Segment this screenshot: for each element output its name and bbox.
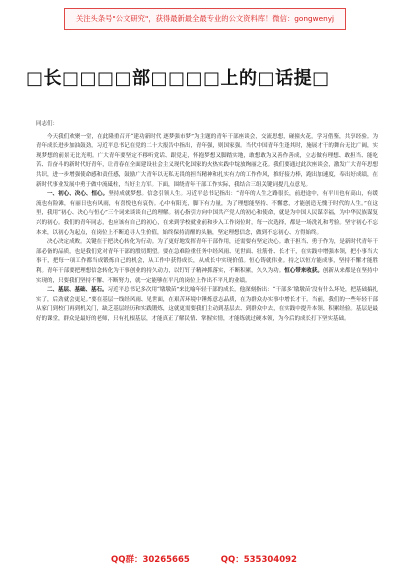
- emphasis-text: 一、初心、决心、恒心。: [47, 191, 109, 198]
- paragraph-section-2: 二、基层、基础、基石。习近平总书记多次用“墩墩苗”来比喻年轻干部的成长，他深刻指出：“干部多‘墩墩苗’没有什么坏处，把基础搞扎实了，后劲就会更足。”要在基层一线经风雨、见世面，在艰苦环境中锤炼意志品质，在为群众办实事中增长才干。当前，我们的一些年轻干部从家门到校门再到机关门，缺乏基层经历和实践锻炼，这就更需要我们主动到基层去、到群众中去，在实践中提升本领、积累经验。基层是最好的课堂，群众是最好的老师，只有扎根基层，才能真正了解民情、掌握实情，才能练就过硬本领，为今后的成长打下坚实基础。: [36, 287, 378, 322]
- paragraph-intro: 今天我们欢聚一堂，在此隆重召开“建功新时代 逐梦强市梦”为主题的青年干部座谈会，交流思想，碰撞火花，学习借鉴，共享经验。为青年成长进步加油鼓劲，习近平总书记在党的二十大报告中指出，青年强，则国家强。当代中国青年生逢其时，施展才干的舞台无比广阔，实现梦想的前景无比光明。广大青年要坚定不移听党话、跟党走，怀抱梦想又脚踏实地，敢想敢为又善作善成，立志做有理想、敢担当、能吃苦、肯奋斗的新时代好青年，让青春在全面建设社会主义现代化国家的火热实践中绽放绚丽之花。我们要通过此次座谈会，激发广大青年思想共识，进一步增强使命感和责任感，鼓励广大青年以无私无畏的担当精神和扎实有力的工作作风，推好接力棒，跑出加速度，奉出好成绩，在新时代事业发展中勇于做中流砥柱，当好主力军。下面，围绕青年干部工作实际，我结合三组关键词提几点意见。: [36, 133, 378, 188]
- emphasis-text: 恒心带来收获。: [284, 267, 323, 274]
- footer-qq: QQ：535304092: [220, 555, 297, 565]
- paragraph-section-1-cont: 决心决定成败。关键在于把决心转化为行动。为了更好地发挥青年干部作用，还需要有坚定决心。敢于担当、勇于作为，是新时代青年干部必备的品质，也是我们党对青年干部的殷切期望。要在急难险重任务中经风雨、见世面、壮筋骨、长才干，在实践中增强本领，把小事当大事干，把每一项工作都当成锻炼自己的机会，从工作中获得成长，从成长中实现价值。恒心铸就伟业。持之以恒方能成事，坚持不懈才能胜利。青年干部要把理想信念转化为干事创业的持久动力，以钉钉子精神抓落实，不断积累，久久为功。恒心带来收获。创新从来都是在坚持中实现的，只要我们坚持不懈、不断努力，就一定能够在平凡的岗位上作出不平凡的业绩。: [36, 239, 378, 284]
- footer-contact: [0, 552, 408, 568]
- emphasis-text: 二、基层、基础、基石。: [47, 287, 108, 294]
- salutation: 同志们：: [36, 121, 59, 127]
- promo-banner: [64, 8, 346, 30]
- paragraph-section-1: 一、初心、决心、恒心。坚持成就梦想。信念引领人生。习近平总书记指出：“青年的人生之路很长，前进途中，有平川也有高山，有缓流也有险滩，有丽日也有风雨，有喜悦也有哀伤。心中有阳光，脚下有力量，为了理想能坚持、不懈怠，才能创造无愧于时代的人生。”在这里，我用“初心、决心与恒心”三个词来谈谈自己的理解。初心指引方向中国共产党人的初心和使命，就是为中国人民谋幸福，为中华民族谋复兴的初心。我们的青年同志，也应该有自己的初心，在来到学校就业前和步入工作岗位时，每一次选择，都是一场洗礼和考验。坚守初心不忘本来，以初心为起点，在岗位上不断追寻人生价值，始终保持清醒的头脑，坚定理想信念，做到不忘初心、方得始终。: [36, 191, 378, 236]
- footer-qq-group: QQ群：30265665: [111, 555, 190, 565]
- document-body: [36, 120, 378, 545]
- promo-banner-text: 关注头条号"公文研究"，获得最新最全最专业的公文资料库！微信：gongwenyj: [75, 14, 335, 23]
- document-title: □长□□□□部□□□□上的□话提□: [26, 68, 330, 89]
